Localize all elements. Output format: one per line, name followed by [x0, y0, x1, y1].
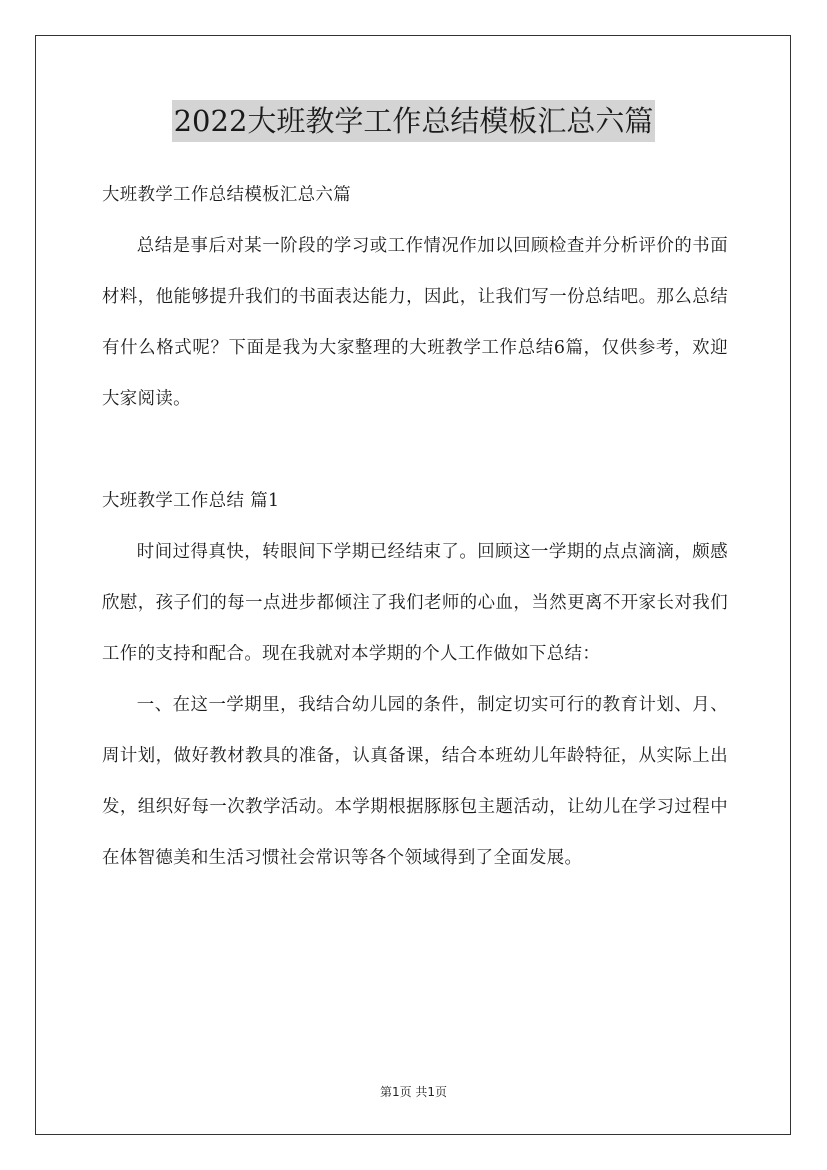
document-body	[102, 170, 728, 884]
intro-paragraph: 总结是事后对某一阶段的学习或工作情况作加以回顾检查并分析评价的书面材料，他能够提升我们的书面表达能力，因此，让我们写一份总结吧。那么总结有什么格式呢？下面是我为大家整理的大班教学工作总结6篇，仅供参考，欢迎大家阅读。	[102, 236, 728, 409]
page-footer	[0, 1083, 827, 1100]
document-subtitle: 大班教学工作总结模板汇总六篇	[102, 185, 352, 205]
section-1-heading: 大班教学工作总结 篇1	[102, 491, 280, 511]
document-title-text: 2022大班教学工作总结模板汇总六篇	[172, 100, 656, 142]
section-1-paragraph-2: 一、在这一学期里，我结合幼儿园的条件，制定切实可行的教育计划、月、周计划，做好教材教具的准备，认真备课，结合本班幼儿年龄特征，从实际上出发，组织好每一次教学活动。本学期根据豚豚包主题活动，让幼儿在学习过程中在体智德美和生活习惯社会常识等各个领域得到了全面发展。	[102, 695, 728, 868]
section-1-paragraph-1: 时间过得真快，转眼间下学期已经结束了。回顾这一学期的点点滴滴，颇感欣慰，孩子们的每一点进步都倾注了我们老师的心血，当然更离不开家长对我们工作的支持和配合。现在我就对本学期的个人工作做如下总结：	[102, 542, 728, 664]
document-title	[0, 100, 827, 142]
section-spacer	[102, 425, 728, 476]
page-number-label: 第1页 共1页	[379, 1085, 448, 1099]
